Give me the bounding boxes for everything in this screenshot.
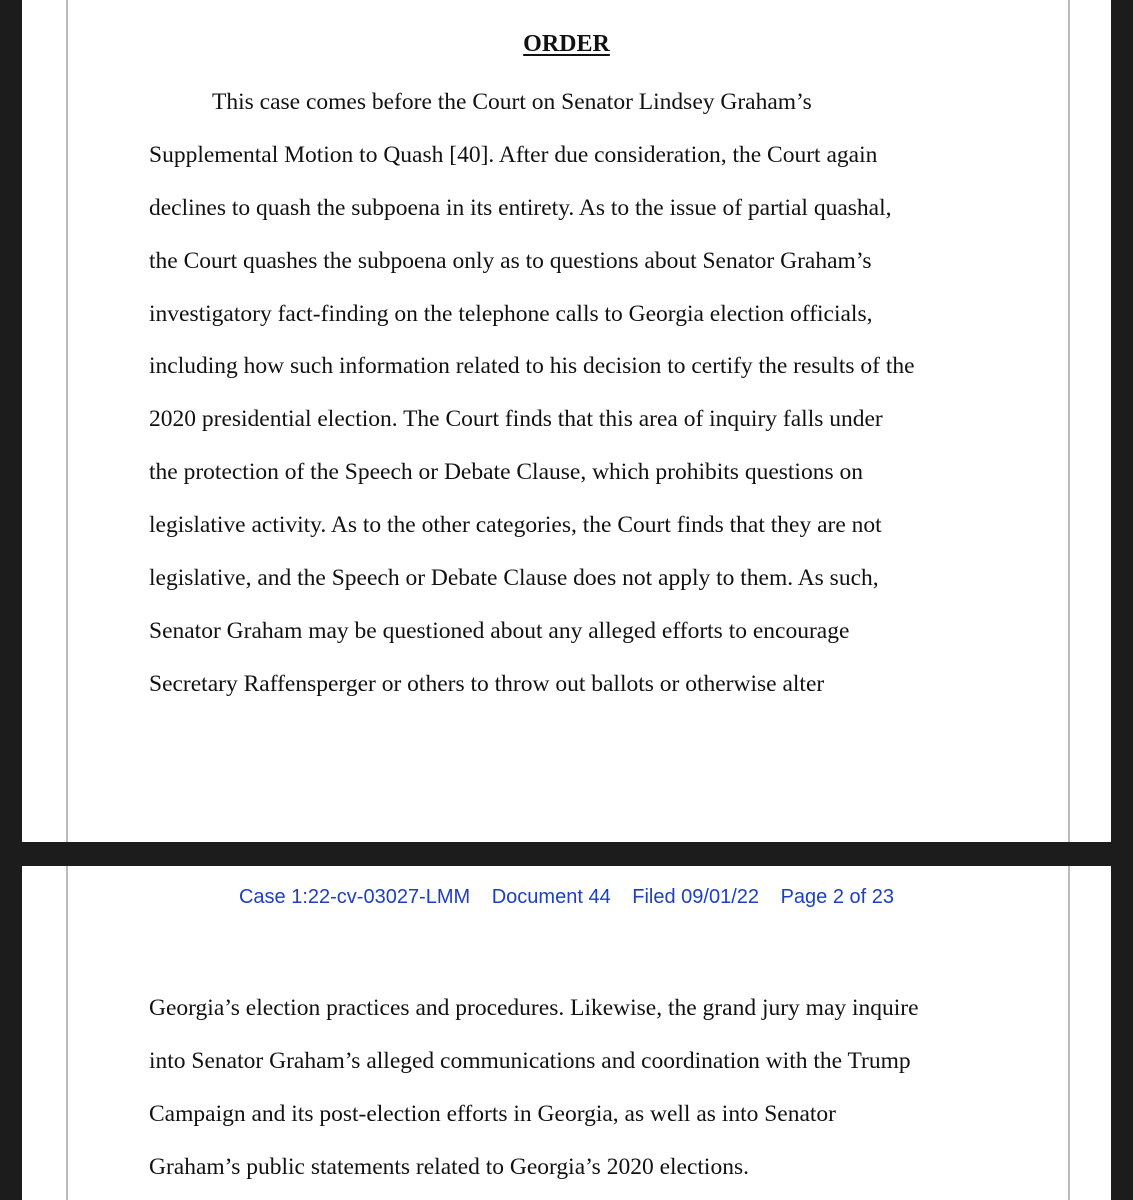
order-body-text <box>149 76 915 711</box>
text-line: Senator Graham may be questioned about any alleged efforts to encourage <box>149 617 850 644</box>
page-2-body-text <box>149 982 919 1194</box>
text-line: legislative activity. As to the other categories, the Court finds that they are not <box>149 512 882 539</box>
text-line: Georgia’s election practices and procedures. Likewise, the grand jury may inquire <box>149 995 919 1021</box>
text-line: including how such information related to his decision to certify the results of the <box>149 353 915 380</box>
case-number: Case 1:22-cv-03027-LMM <box>238 886 471 908</box>
text-line: Campaign and its post-election efforts in Georgia, as well as into Senator <box>149 1100 837 1127</box>
text-line: 2020 presidential election. The Court finds that this area of inquiry falls under <box>149 406 883 433</box>
document-number: Document 44 <box>491 886 611 908</box>
text-line: legislative, and the Speech or Debate Clause does not apply to them. As such, <box>149 565 879 592</box>
text-line: into Senator Graham’s alleged communications and coordination with the Trump <box>149 1047 911 1074</box>
order-heading: ORDER <box>523 31 610 57</box>
case-header <box>22 886 1111 909</box>
page-margin-line-left <box>66 866 68 1200</box>
text-line: Secretary Raffensperger or others to throw out ballots or otherwise alter <box>149 670 825 697</box>
filed-date: Filed 09/01/22 <box>632 886 760 908</box>
text-line: This case comes before the Court on Senator Lindsey Graham’s <box>212 89 812 115</box>
page-number: Page 2 of 23 <box>780 886 895 908</box>
page-margin-line-right <box>1068 866 1070 1200</box>
text-line: the Court quashes the subpoena only as to questions about Senator Graham’s <box>149 247 872 274</box>
document-page-2 <box>22 866 1111 1200</box>
document-page-1 <box>22 0 1111 842</box>
page-margin-line-right <box>1068 0 1070 842</box>
text-line: declines to quash the subpoena in its entirety. As to the issue of partial quashal, <box>149 194 892 221</box>
page-margin-line-left <box>66 0 68 842</box>
text-line: Supplemental Motion to Quash [40]. After due consideration, the Court again <box>149 141 878 168</box>
text-line: investigatory fact-finding on the telephone calls to Georgia election officials, <box>149 300 873 327</box>
text-line: Graham’s public statements related to Georgia’s 2020 elections. <box>149 1153 749 1180</box>
text-line: the protection of the Speech or Debate Clause, which prohibits questions on <box>149 459 863 486</box>
